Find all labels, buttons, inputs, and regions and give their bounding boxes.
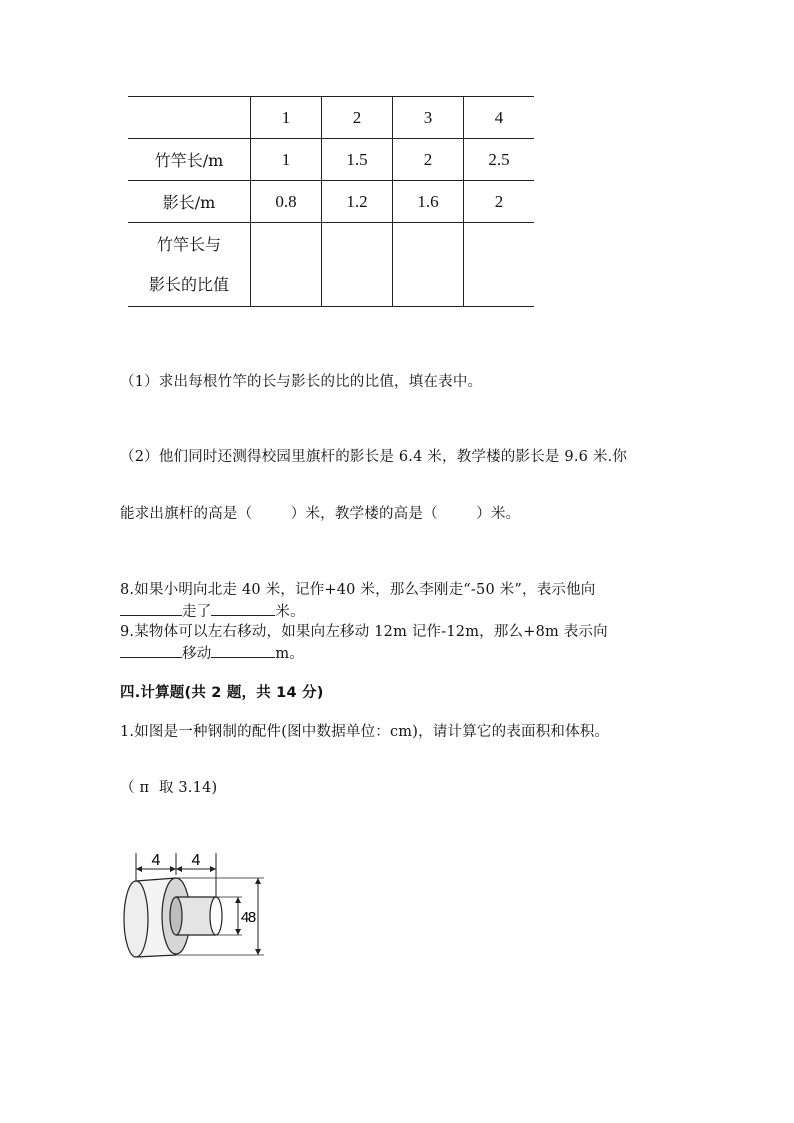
large-cylinder-back-face bbox=[124, 881, 148, 957]
question-8-part-a: 走了 bbox=[182, 604, 212, 620]
table-cell: 2.5 bbox=[464, 139, 535, 181]
question-9-line1: 9.某物体可以左右移动，如果向左移动 12m 记作-12m，那么+8m 表示向 bbox=[120, 624, 608, 640]
arrow-icon bbox=[235, 897, 241, 903]
table-cell: 1 bbox=[251, 139, 322, 181]
table-corner-cell bbox=[128, 97, 251, 139]
arrow-icon bbox=[235, 929, 241, 935]
question-1-text: （1）求出每根竹竿的长与影长的比的比值，填在表中。 bbox=[120, 374, 483, 390]
table-header-cell: 2 bbox=[322, 97, 393, 139]
dim-label-right: 4 bbox=[191, 852, 201, 869]
arrow-icon bbox=[210, 866, 216, 872]
table-header-cell: 4 bbox=[464, 97, 535, 139]
arrow-icon bbox=[176, 866, 182, 872]
table-cell: 2 bbox=[464, 181, 535, 223]
arrow-icon bbox=[255, 878, 261, 884]
question-9-line2 bbox=[120, 642, 304, 663]
row-label: 竹竿长/m bbox=[128, 139, 251, 181]
answer-blank[interactable] bbox=[120, 601, 182, 616]
question-8-line2 bbox=[120, 600, 305, 621]
question-8-part-b: 米。 bbox=[275, 604, 305, 620]
cylinder-diagram bbox=[118, 845, 278, 965]
table-cell: 0.8 bbox=[251, 181, 322, 223]
ratio-answer-cell[interactable] bbox=[464, 223, 535, 307]
steel-part-figure bbox=[118, 845, 278, 965]
table-header-cell: 3 bbox=[393, 97, 464, 139]
arrow-icon bbox=[255, 949, 261, 955]
ratio-answer-cell[interactable] bbox=[251, 223, 322, 307]
row-label-ratio bbox=[128, 223, 251, 307]
dim-label-outer: 8 bbox=[247, 909, 257, 926]
table-cell: 1.6 bbox=[393, 181, 464, 223]
small-cylinder-back-face bbox=[170, 897, 182, 935]
question-8-line1: 8.如果小明向北走 40 米，记作+40 米，那么李刚走“-50 米”，表示他向 bbox=[120, 582, 596, 598]
table-header-cell: 1 bbox=[251, 97, 322, 139]
answer-blank[interactable] bbox=[120, 643, 182, 658]
table-row-pole-length bbox=[128, 139, 534, 181]
table-cell: 1.2 bbox=[322, 181, 393, 223]
table-cell: 1.5 bbox=[322, 139, 393, 181]
small-cylinder-front-face bbox=[210, 897, 222, 935]
answer-blank[interactable] bbox=[211, 643, 275, 658]
calc-1-line2: （ π 取 3.14) bbox=[120, 780, 218, 796]
table-header-row bbox=[128, 97, 534, 139]
ratio-label-line2: 影长的比值 bbox=[148, 274, 229, 294]
table-cell: 2 bbox=[393, 139, 464, 181]
question-2-line1: （2）他们同时还测得校园里旗杆的影长是 6.4 米，教学楼的影长是 9.6 米.你 bbox=[120, 449, 628, 465]
question-2-line2: 能求出旗杆的高是（ ）米，教学楼的高是（ ）米。 bbox=[120, 506, 521, 522]
answer-blank[interactable] bbox=[211, 601, 275, 616]
dim-label-left: 4 bbox=[151, 852, 161, 869]
ratio-label-line1: 竹竿长与 bbox=[156, 234, 221, 254]
table-row-shadow-length bbox=[128, 181, 534, 223]
ratio-answer-cell[interactable] bbox=[322, 223, 393, 307]
ratio-answer-cell[interactable] bbox=[393, 223, 464, 307]
arrow-icon bbox=[136, 866, 142, 872]
question-9-part-b: m。 bbox=[275, 646, 305, 662]
calc-1-line1: 1.如图是一种钢制的配件(图中数据单位：cm)，请计算它的表面积和体积。 bbox=[120, 724, 610, 740]
question-9-part-a: 移动 bbox=[182, 646, 212, 662]
table-row-ratio bbox=[128, 223, 534, 307]
arrow-icon bbox=[170, 866, 176, 872]
dim-label-inner: 4 bbox=[240, 909, 250, 926]
row-label: 影长/m bbox=[128, 181, 251, 223]
section-4-title: 四.计算题(共 2 题，共 14 分) bbox=[120, 685, 324, 701]
ratio-table bbox=[128, 96, 534, 307]
